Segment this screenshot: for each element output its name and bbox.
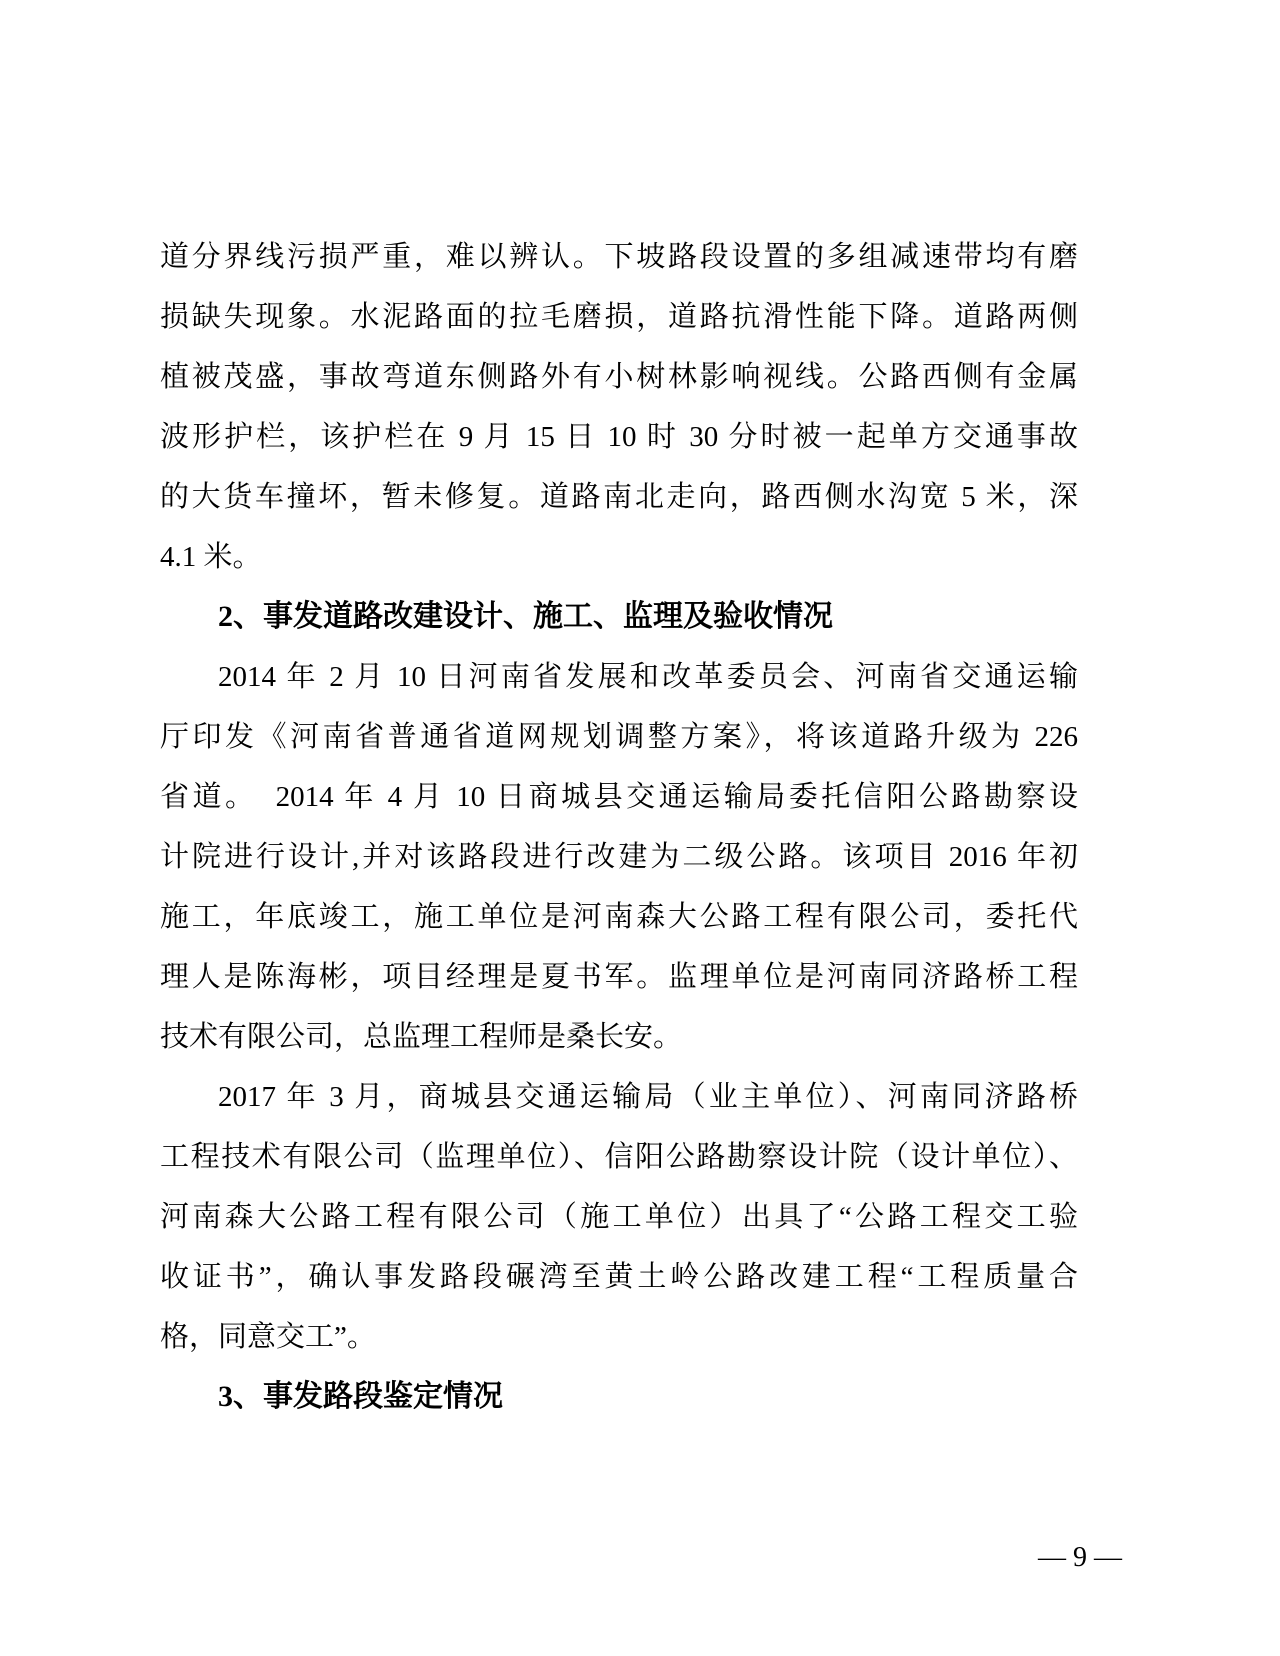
- text-line: 计院进行设计,并对该路段进行改建为二级公路。该项目 2016 年初: [160, 841, 1078, 873]
- text-line: 理人是陈海彬，项目经理是夏书军。监理单位是河南同济路桥工程: [160, 961, 1078, 993]
- text-line: 省道。 2014 年 4 月 10 日商城县交通运输局委托信阳公路勘察设: [160, 781, 1078, 813]
- text-line: 道分界线污损严重，难以辨认。下坡路段设置的多组减速带均有磨: [160, 241, 1078, 273]
- page-number: — 9 —: [1038, 1542, 1122, 1573]
- text-line: 格，同意交工”。: [160, 1321, 376, 1353]
- text-line: 收证书”，确认事发路段碾湾至黄土岭公路改建工程“工程质量合: [160, 1261, 1078, 1293]
- section-heading-2: 2、事发道路改建设计、施工、监理及验收情况: [218, 600, 833, 633]
- section-heading-3: 3、事发路段鉴定情况: [218, 1380, 503, 1413]
- text-line: 的大货车撞坏，暂未修复。道路南北走向，路西侧水沟宽 5 米，深: [160, 481, 1078, 513]
- text-line: 工程技术有限公司（监理单位）、信阳公路勘察设计院（设计单位）、: [160, 1141, 1078, 1173]
- text-line: 波形护栏，该护栏在 9 月 15 日 10 时 30 分时被一起单方交通事故: [160, 421, 1078, 453]
- text-line: 4.1 米。: [160, 541, 262, 573]
- text-line: 2017 年 3 月，商城县交通运输局（业主单位）、河南同济路桥: [218, 1081, 1078, 1113]
- document-text-block: [160, 227, 1078, 1427]
- text-line: 施工，年底竣工，施工单位是河南森大公路工程有限公司，委托代: [160, 901, 1078, 933]
- text-line: 技术有限公司，总监理工程师是桑长安。: [160, 1021, 683, 1053]
- text-line: 河南森大公路工程有限公司（施工单位）出具了“公路工程交工验: [160, 1201, 1078, 1233]
- text-line: 厅印发《河南省普通省道网规划调整方案》，将该道路升级为 226: [160, 721, 1078, 753]
- text-line: 2014 年 2 月 10 日河南省发展和改革委员会、河南省交通运输: [218, 661, 1078, 693]
- text-line: 损缺失现象。水泥路面的拉毛磨损，道路抗滑性能下降。道路两侧: [160, 301, 1078, 333]
- text-line: 植被茂盛，事故弯道东侧路外有小树林影响视线。公路西侧有金属: [160, 361, 1078, 393]
